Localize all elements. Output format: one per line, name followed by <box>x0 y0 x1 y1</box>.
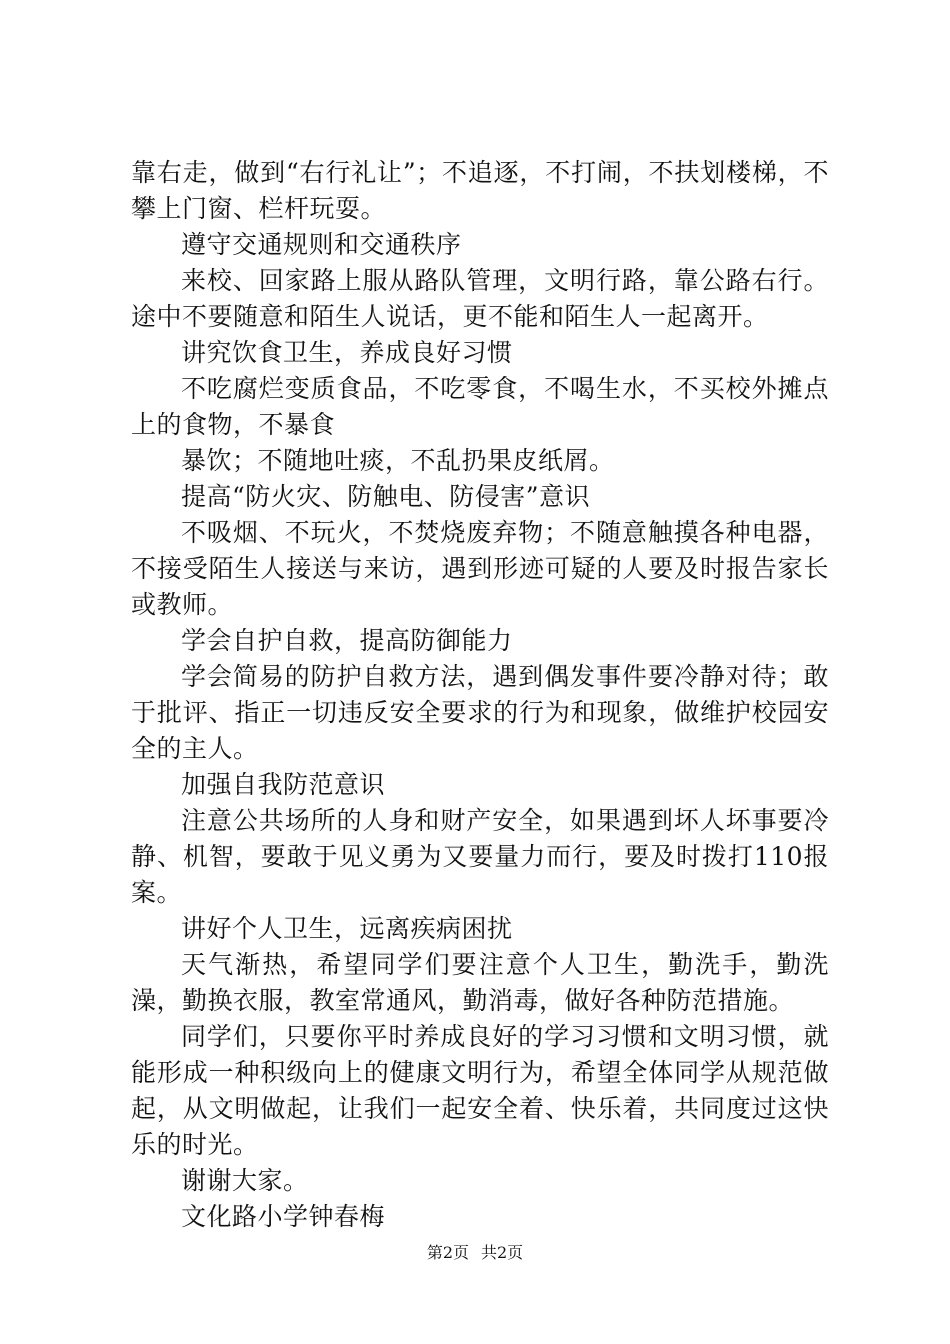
section-heading: 讲好个人卫生，远离疾病困扰 <box>181 914 513 943</box>
section-heading: 提高“防火灾、防触电、防侵害”意识 <box>181 482 591 511</box>
paragraph: 靠右走，做到“右行礼让”；不追逐，不打闹，不扶划楼梯，不攀上门窗、栏杆玩耍。 <box>131 158 829 223</box>
paragraph: 注意公共场所的人身和财产安全，如果遇到坏人坏事要冷静、机智，要敢于见义勇为又要量力而行，要及时拨打110报案。 <box>131 806 829 907</box>
thanks-line: 谢谢大家。 <box>181 1166 309 1195</box>
paragraph: 学会简易的防护自救方法，遇到偶发事件要冷静对待；敢于批评、指正一切违反安全要求的行为和现象，做维护校园安全的主人。 <box>131 662 829 763</box>
paragraph: 天气渐热，希望同学们要注意个人卫生，勤洗手，勤洗澡，勤换衣服，教室常通风，勤消毒，做好各种防范措施。 <box>131 950 829 1015</box>
paragraph: 不吃腐烂变质食品，不吃零食，不喝生水，不买校外摊点上的食物，不暴食 <box>131 374 829 439</box>
section-heading: 学会自护自救，提高防御能力 <box>181 626 513 655</box>
section-heading: 讲究饮食卫生，养成良好习惯 <box>181 338 513 367</box>
page-number: 第2页 <box>426 1243 469 1262</box>
paragraph: 不吸烟、不玩火，不焚烧废弃物；不随意触摸各种电器，不接受陌生人接送与来访，遇到形迹可疑的人要及时报告家长或教师。 <box>131 518 829 619</box>
paragraph: 暴饮；不随地吐痰，不乱扔果皮纸屑。 <box>181 446 615 475</box>
closing-paragraph: 同学们，只要你平时养成良好的学习习惯和文明习惯，就能形成一种积级向上的健康文明行为，希望全体同学从规范做起，从文明做起，让我们一起安全着、快乐着，共同度过这快乐的时光。 <box>131 1022 829 1159</box>
section-heading: 遵守交通规则和交通秩序 <box>181 230 462 259</box>
page-total: 共2页 <box>481 1243 524 1262</box>
signature-line: 文化路小学钟春梅 <box>181 1202 386 1231</box>
page-footer <box>0 1243 950 1263</box>
document-body <box>131 155 829 1235</box>
paragraph: 来校、回家路上服从路队管理，文明行路，靠公路右行。途中不要随意和陌生人说话，更不能和陌生人一起离开。 <box>131 266 829 331</box>
section-heading: 加强自我防范意识 <box>181 770 386 799</box>
